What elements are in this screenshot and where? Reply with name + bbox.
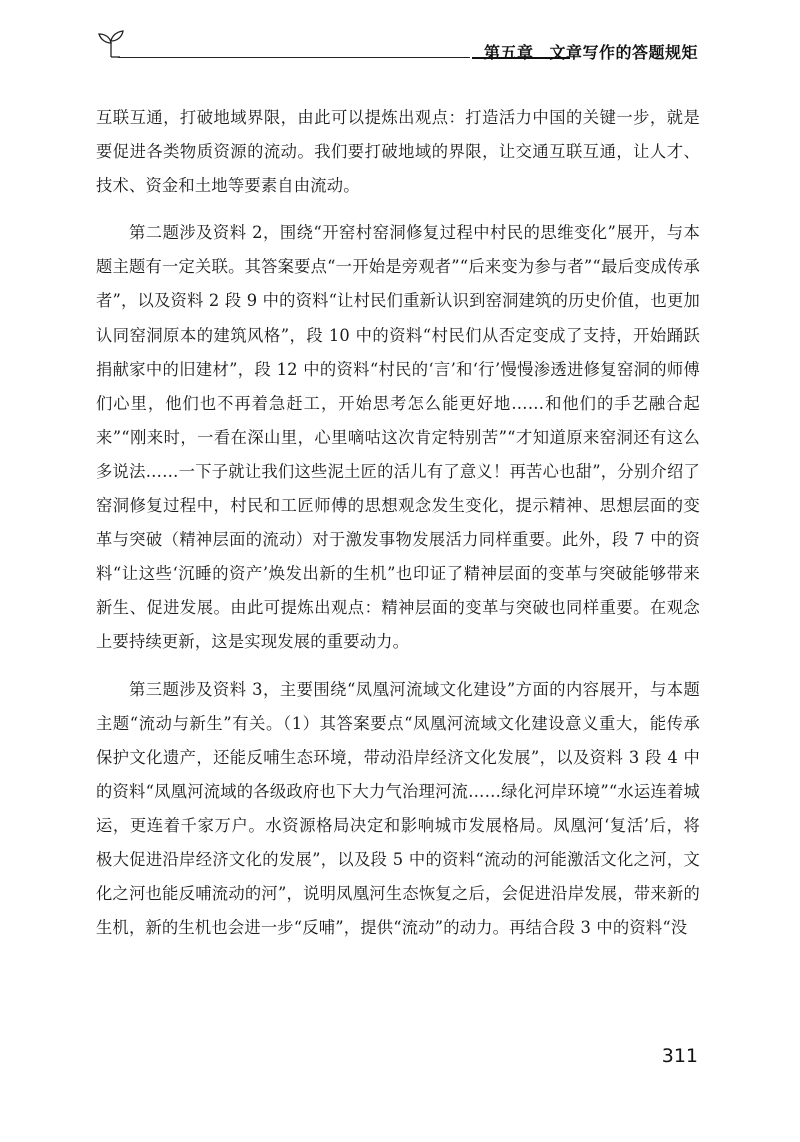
sprout-icon <box>96 28 126 58</box>
page-number: 311 <box>661 1045 698 1067</box>
paragraph-continued: 互联互通，打破地域界限，由此可以提炼出观点：打造活力中国的关键一步，就是要促进各类物质资源的流动。我们要打破地域的界限，让交通互联互通，让人才、技术、资金和土地等要素自由流动。 <box>96 108 700 196</box>
paragraph-question-two: 第二题涉及资料 2，围绕“开窑村窑洞修复过程中村民的思维变化”展开，与本题主题有一定关联。其答案要点“一开始是旁观者”“后来变为参与者”“最后变成传承者”，以及资料 2 段 9 中的资料“让村民们重新认识到窑洞建筑的历史价值，也更加认同窑洞原本的建筑风格”，段 10 中的资料“村民们从否定变成了支持，开始踊跃捐献家中的旧建材”，段 12 中的资料“村民的‘言’和‘行’慢慢渗透进修复窑洞的师傅们心里，他们也不再着急赶工，开始思考怎么能更好地……和他们的手艺融合起来”“刚来时，一看在深山里，心里嘀咕这次肯定特别苦”“才知道原来窑洞还有这么多说法……一下子就让我们这些泥土匠的活儿有了意义！再苦心也甜”，分别介绍了窑洞修复过程中，村民和工匠师傅的思想观念发生变化，提示精神、思想层面的变革与突破（精神层面的流动）对于激发事物发展活力同样重要。此外，段 7 中的资料“让这些‘沉睡的资产’焕发出新的生机”也印证了精神层面的变革与突破能够带来新生、促进发展。由此可提炼出观点：精神层面的变革与突破也同样重要。在观念上要持续更新，这是实现发展的重要动力。 <box>96 223 700 652</box>
running-header <box>96 28 698 72</box>
paragraph-question-three: 第三题涉及资料 3，主要围绕“凤凰河流域文化建设”方面的内容展开，与本题主题“流动与新生”有关。（1）其答案要点“凤凰河流域文化建设意义重大，能传承保护文化遗产，还能反哺生态环境，带动沿岸经济文化发展”，以及资料 3 段 4 中的资料“凤凰河流域的各级政府也下大力气治理河流……绿化河岸环境”“水运连着城运，更连着千家万户。水资源格局决定和影响城市发展格局。凤凰河‘复活’后，将极大促进沿岸经济文化的发展”，以及段 5 中的资料“流动的河能激活文化之河，文化之河也能反哺流动的河”，说明凤凰河生态恢复之后，会促进沿岸发展，带来新的生机，新的生机也会进一步“反哺”，提供“流动”的动力。再结合段 3 中的资料“没 <box>96 679 700 938</box>
chapter-number: 第五章 <box>483 43 534 62</box>
chapter-heading <box>484 40 698 63</box>
body-text <box>96 101 700 958</box>
header-rule <box>118 57 470 58</box>
chapter-title: 文章写作的答题规矩 <box>549 43 698 62</box>
